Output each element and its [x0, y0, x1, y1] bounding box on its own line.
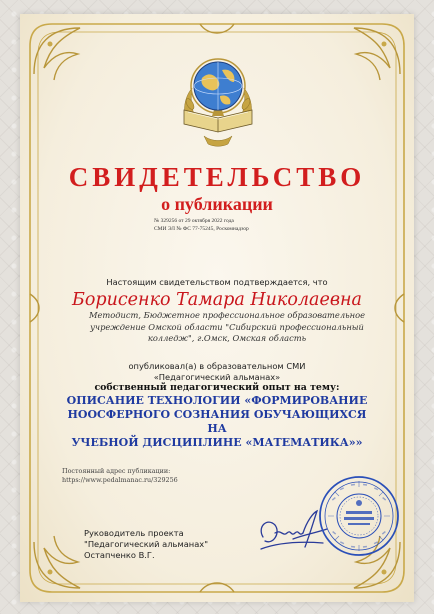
confirm-text: Настоящим свидетельством подтверждается, что: [106, 277, 328, 287]
own-experience-label: собственный педагогический опыт на тему:: [94, 382, 340, 393]
certificate-sheet: [20, 14, 414, 602]
published-line: опубликовал(а) в образовательном СМИ: [128, 361, 306, 371]
address-link[interactable]: https://www.pedalmanac.ru/329256: [62, 476, 178, 484]
topic-line: НООСФЕРНОГО СОЗНАНИЯ ОБУЧАЮЩИХСЯ НА: [67, 408, 367, 435]
position-line: учреждение Омской области "Сибирский профессиональный: [90, 321, 364, 332]
head-project: "Педагогический альманах": [84, 539, 209, 549]
publication-topic: [60, 394, 374, 450]
certificate-title: СВИДЕТЕЛЬСТВО: [68, 162, 366, 192]
certificate-number: № 329256 от 29 октября 2022 года: [154, 218, 234, 224]
round-stamp-icon: [318, 475, 400, 557]
head-name: Остапченко В.Г.: [84, 550, 155, 560]
journal-name: «Педагогический альманах»: [153, 372, 281, 382]
globe-book-laurel-icon: [178, 52, 258, 148]
project-head: [84, 528, 264, 561]
certificate-meta: [154, 217, 384, 233]
position-line: колледж", г.Омск, Омская область: [147, 333, 307, 343]
address-label: Постоянный адрес публикации:: [62, 467, 171, 475]
topic-line: УЧЕБНОЙ ДИСЦИПЛИНЕ «МАТЕМАТИКА»»: [71, 436, 363, 449]
topic-line: ОПИСАНИЕ ТЕХНОЛОГИИ «ФОРМИРОВАНИЕ: [66, 394, 368, 407]
recipient-position: [82, 310, 372, 345]
position-line: Методист, Бюджетное профессиональное образовательное: [88, 310, 365, 320]
certificate-subtitle: о публикации: [161, 194, 273, 214]
registration-line: СМИ ЭЛ № ФС 77-75245, Роскомнадзор: [154, 226, 249, 232]
published-text: [20, 361, 414, 383]
head-title: Руководитель проекта: [84, 528, 184, 538]
recipient-name: Борисенко Тамара Николаевна: [72, 290, 362, 310]
publication-address: [62, 467, 262, 485]
